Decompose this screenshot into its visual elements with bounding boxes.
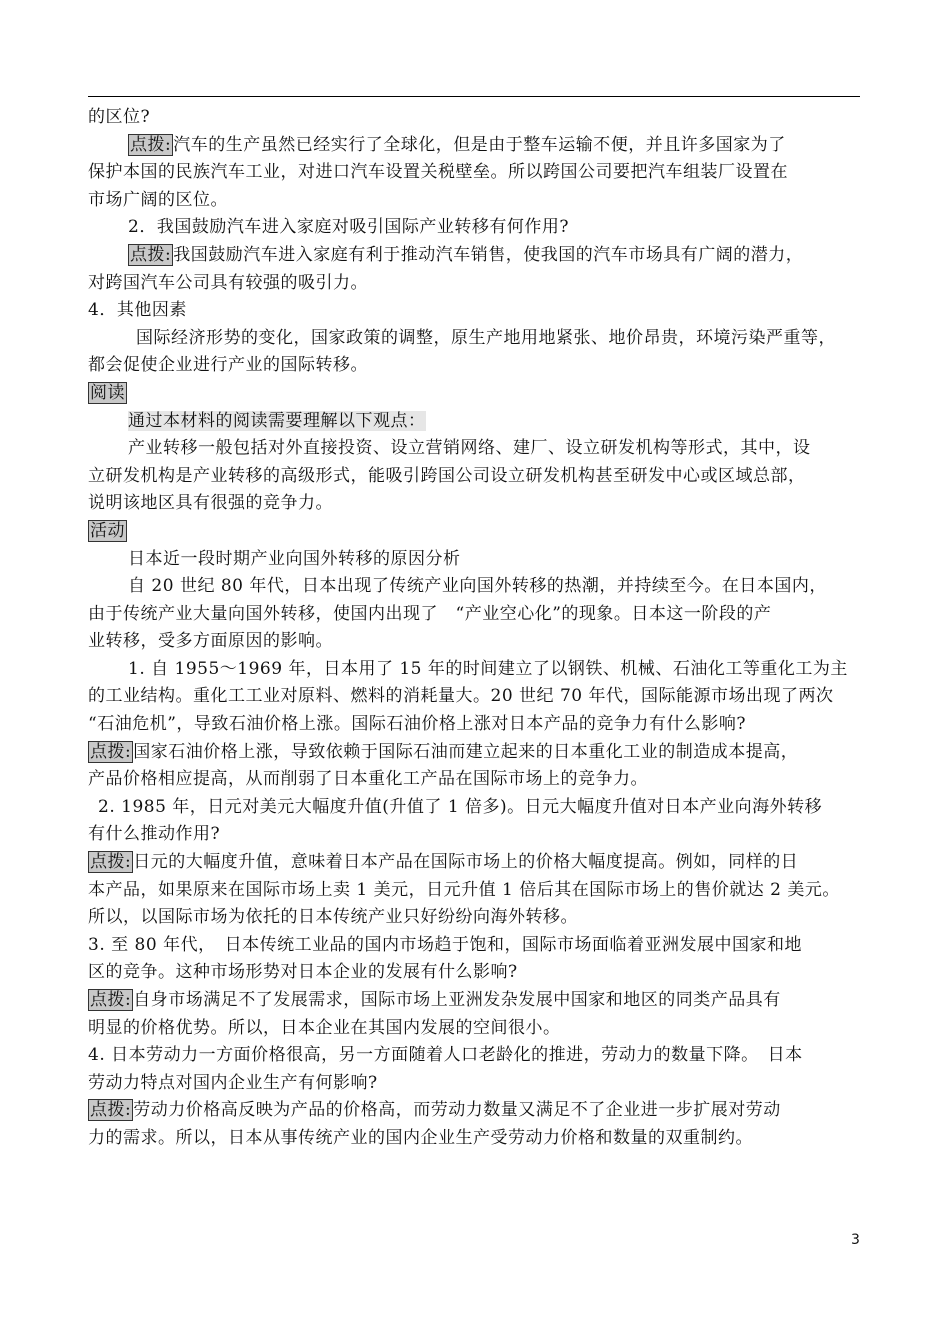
text-line: 市场广阔的区位。 bbox=[88, 189, 228, 210]
text-line: 明显的价格优势。所以，日本企业在其国内发展的空间很小。 bbox=[88, 1017, 561, 1038]
text-line: 自 20 世纪 80 年代，日本出现了传统产业向国外转移的热潮，并持续至今。在日本国内， bbox=[128, 576, 827, 597]
hint-line: 点拨: 我国鼓励汽车进入家庭有利于推动汽车销售，使我国的汽车市场具有广阔的潜力， bbox=[130, 244, 804, 265]
text-line: 立研发机构是产业转移的高级形式，能吸引跨国公司设立研发机构甚至研发中心或区域总部， bbox=[88, 465, 806, 486]
text-line: 力的需求。所以，日本从事传统产业的国内企业生产受劳动力价格和数量的双重制约。 bbox=[88, 1127, 753, 1148]
reading-label-line bbox=[88, 380, 860, 408]
question-line: 3. 至 80 年代， 日本传统工业品的国内市场趋于饱和，国际市场面临着亚洲发展中国家和地 bbox=[88, 934, 803, 955]
text-line: 产业转移一般包括对外直接投资、设立营销网络、建厂、设立研发机构等形式，其中，设 bbox=[128, 438, 811, 459]
text-line: 对跨国汽车公司具有较强的吸引力。 bbox=[88, 272, 368, 293]
hint-label: 点拨: bbox=[90, 741, 132, 762]
hint-label: 点拨: bbox=[90, 852, 132, 873]
text-line: “石油危机”，导致石油价格上涨。国际石油价格上涨对日本产品的竞争力有什么影响? bbox=[88, 714, 746, 735]
hint-label: 点拨: bbox=[130, 134, 172, 155]
text-line bbox=[88, 408, 860, 436]
activity-label: 活动 bbox=[90, 520, 125, 541]
text-line: 国际经济形势的变化，国家政策的调整，原生产地用地紧张、地价昂贵，环境污染严重等， bbox=[136, 327, 836, 348]
highlighted-text: 通过本材料的阅读需要理解以下观点： bbox=[128, 410, 426, 431]
text-line: 都会促使企业进行产业的国际转移。 bbox=[88, 355, 368, 376]
text-line: 保护本国的民族汽车工业，对进口汽车设置关税壁垒。所以跨国公司要把汽车组装厂设置在 bbox=[88, 162, 788, 183]
hint-line: 点拨: 自身市场满足不了发展需求，国际市场上亚洲发杂发展中国家和地区的同类产品具有 bbox=[90, 990, 781, 1010]
hint-label: 点拨: bbox=[90, 1100, 132, 1121]
text-line: 劳动力特点对国内企业生产有何影响? bbox=[88, 1072, 378, 1093]
reading-label: 阅读 bbox=[90, 382, 125, 403]
text-line: 的工业结构。重化工工业对原料、燃料的消耗量大。20 世纪 70 年代，国际能源市场出现了两次 bbox=[88, 686, 834, 707]
section-heading: 4．其他因素 bbox=[88, 300, 187, 321]
text-line: 所以，以国际市场为依托的日本传统产业只好纷纷向海外转移。 bbox=[88, 907, 578, 928]
hint-label: 点拨: bbox=[90, 990, 132, 1010]
text-line: 有什么推动作用? bbox=[88, 824, 221, 845]
text-line: 的区位? bbox=[88, 107, 151, 127]
text-line: 产品价格相应提高，从而削弱了日本重化工产品在国际市场上的竞争力。 bbox=[88, 769, 648, 790]
text-line: 区的竞争。这种市场形势对日本企业的发展有什么影响? bbox=[88, 962, 518, 983]
page-number: 3 bbox=[851, 1232, 860, 1248]
activity-title: 日本近一段时期产业向国外转移的原因分析 bbox=[128, 548, 461, 569]
question-line: 4. 日本劳动力一方面价格很高，另一方面随着人口老龄化的推进，劳动力的数量下降。 日本 bbox=[88, 1045, 803, 1066]
hint-line: 点拨: 汽车的生产虽然已经实行了全球化，但是由于整车运输不便，并且许多国家为了 bbox=[130, 134, 786, 155]
text-line: 本产品，如果原来在国际市场上卖 1 美元，日元升值 1 倍后其在国际市场上的售价就达 2 美元。 bbox=[88, 879, 840, 900]
hint-line: 点拨: 国家石油价格上涨，导致依赖于国际石油而建立起来的日本重化工业的制造成本提高， bbox=[90, 741, 799, 762]
question-line: 2. 1985 年，日元对美元大幅度升值(升值了 1 倍多)。日元大幅度升值对日本产业向海外转移 bbox=[98, 796, 823, 817]
header-rule bbox=[88, 96, 860, 97]
document-body bbox=[88, 104, 860, 1153]
activity-label-line bbox=[88, 518, 860, 546]
text-line: 业转移，受多方面原因的影响。 bbox=[88, 631, 333, 652]
text-line: 由于传统产业大量向国外转移，使国内出现了 “产业空心化”的现象。日本这一阶段的产 bbox=[88, 603, 772, 624]
question-line: 2．我国鼓励汽车进入家庭对吸引国际产业转移有何作用? bbox=[128, 217, 569, 238]
text-line: 说明该地区具有很强的竞争力。 bbox=[88, 493, 333, 514]
hint-line: 点拨: 日元的大幅度升值，意味着日本产品在国际市场上的价格大幅度提高。例如，同样的日 bbox=[90, 852, 799, 873]
hint-label: 点拨: bbox=[130, 244, 172, 265]
hint-line: 点拨: 劳动力价格高反映为产品的价格高，而劳动力数量又满足不了企业进一步扩展对劳动 bbox=[90, 1100, 781, 1121]
question-line: 1. 自 1955～1969 年，日本用了 15 年的时间建立了以钢铁、机械、石油化工等重化工为主 bbox=[128, 658, 848, 679]
